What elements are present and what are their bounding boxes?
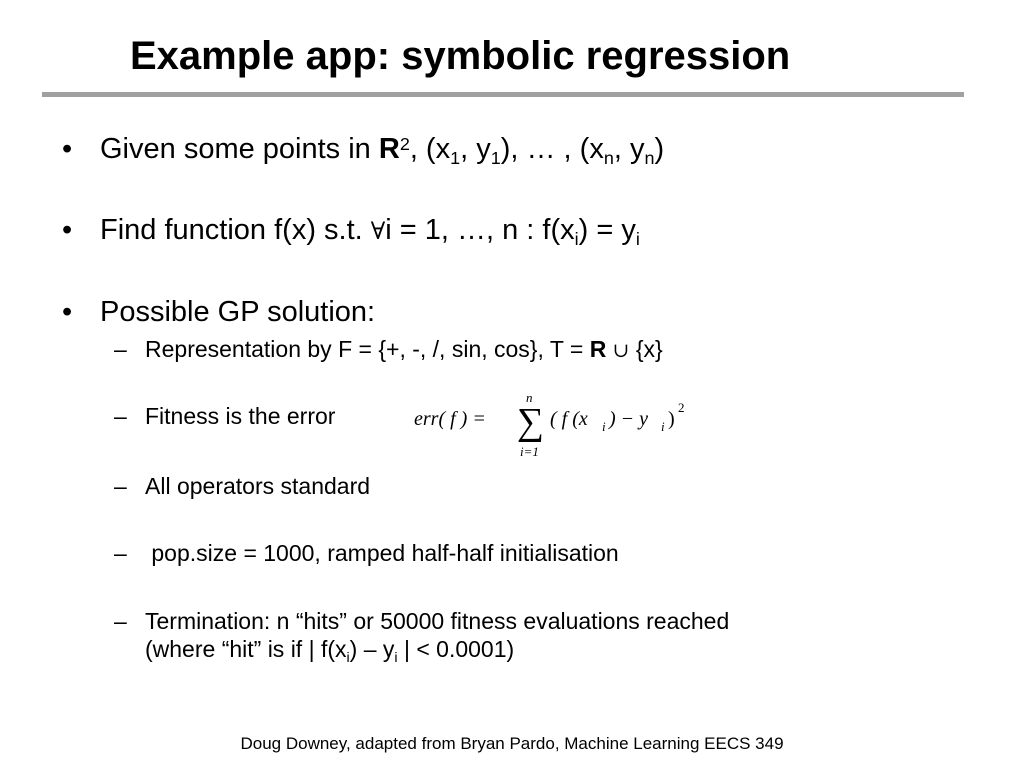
subitem-marker: –: [114, 473, 127, 499]
bullet-text-lead: Find function f(x) s.t.: [100, 214, 371, 246]
summation-symbol: ∑: [517, 401, 545, 443]
formula-x-subscript: i: [602, 419, 606, 434]
point-1-mid: , y: [460, 133, 491, 165]
subitem-text: Fitness is the error: [145, 403, 336, 429]
subitem-marker: –: [114, 403, 127, 429]
exponent: 2: [399, 133, 410, 154]
bullet-text: Possible GP solution:: [100, 296, 376, 328]
subscript: 1: [490, 148, 501, 169]
point-1-open: , (x: [409, 133, 451, 165]
subscript: i: [346, 649, 350, 666]
point-n-mid: , y: [613, 133, 645, 165]
summation-upper-limit: n: [526, 390, 533, 405]
subitem-marker: –: [114, 608, 127, 634]
bullet-text: [100, 131, 664, 167]
bullet-text: [100, 212, 640, 249]
subscript: 1: [450, 148, 461, 169]
bullet-marker: •: [62, 214, 73, 246]
condition-mid: ) = y: [578, 214, 636, 246]
bullet-text-lead: Given some points in: [100, 133, 379, 165]
bullet-marker: •: [62, 296, 73, 328]
bullet-marker: •: [62, 133, 73, 165]
real-numbers-symbol: R: [589, 336, 607, 362]
subscript: i: [635, 229, 640, 250]
title-divider: [42, 92, 964, 97]
termination-line-2: [145, 635, 729, 666]
ellipsis-text: ), … , (x: [500, 133, 604, 165]
subitem-text: All operators standard: [145, 473, 371, 499]
subscript: n: [644, 148, 655, 169]
termination-line-1: Termination: n “hits” or 50000 fitness evaluations reached: [145, 608, 730, 634]
formula-term-open: ( f (x: [550, 408, 588, 430]
subscript: i: [394, 649, 398, 666]
subitem-marker: –: [114, 540, 127, 566]
point-n-close: ): [654, 133, 665, 165]
subscript: i: [574, 229, 579, 250]
condition-text: i = 1, …, n : f(x: [385, 214, 575, 246]
slide-title: Example app: symbolic regression: [130, 34, 791, 78]
subitem-text-tail: {x}: [635, 336, 663, 362]
subitem-text-lead: Representation by F = {+, -, /, sin, cos}, T =: [145, 336, 590, 362]
termination-line-2-lead: (where “hit” is if | f(x: [145, 636, 347, 662]
subitem-text: [145, 607, 730, 666]
forall-symbol: ∀: [370, 217, 386, 245]
real-numbers-symbol: R: [378, 133, 400, 165]
slide-footer-credit: Doug Downey, adapted from Bryan Pardo, Machine Learning EECS 349: [240, 734, 784, 753]
formula-term-minus: ) − y: [609, 408, 649, 430]
termination-line-2-mid: ) – y: [349, 636, 395, 662]
subitem-text: [145, 335, 663, 364]
formula-lhs: err( f ) =: [414, 408, 486, 430]
subitem-text: pop.size = 1000, ramped half-half initialisation: [145, 540, 619, 566]
formula-term-close: ): [668, 408, 675, 430]
subscript: n: [603, 148, 614, 169]
fitness-error-formula: [408, 390, 708, 460]
summation-lower-limit: i=1: [520, 444, 539, 459]
union-symbol: ∪: [606, 338, 636, 362]
formula-exponent: 2: [678, 400, 685, 415]
formula-y-subscript: i: [661, 419, 665, 434]
subitem-marker: –: [114, 336, 127, 362]
termination-line-2-tail: | < 0.0001): [397, 636, 515, 662]
